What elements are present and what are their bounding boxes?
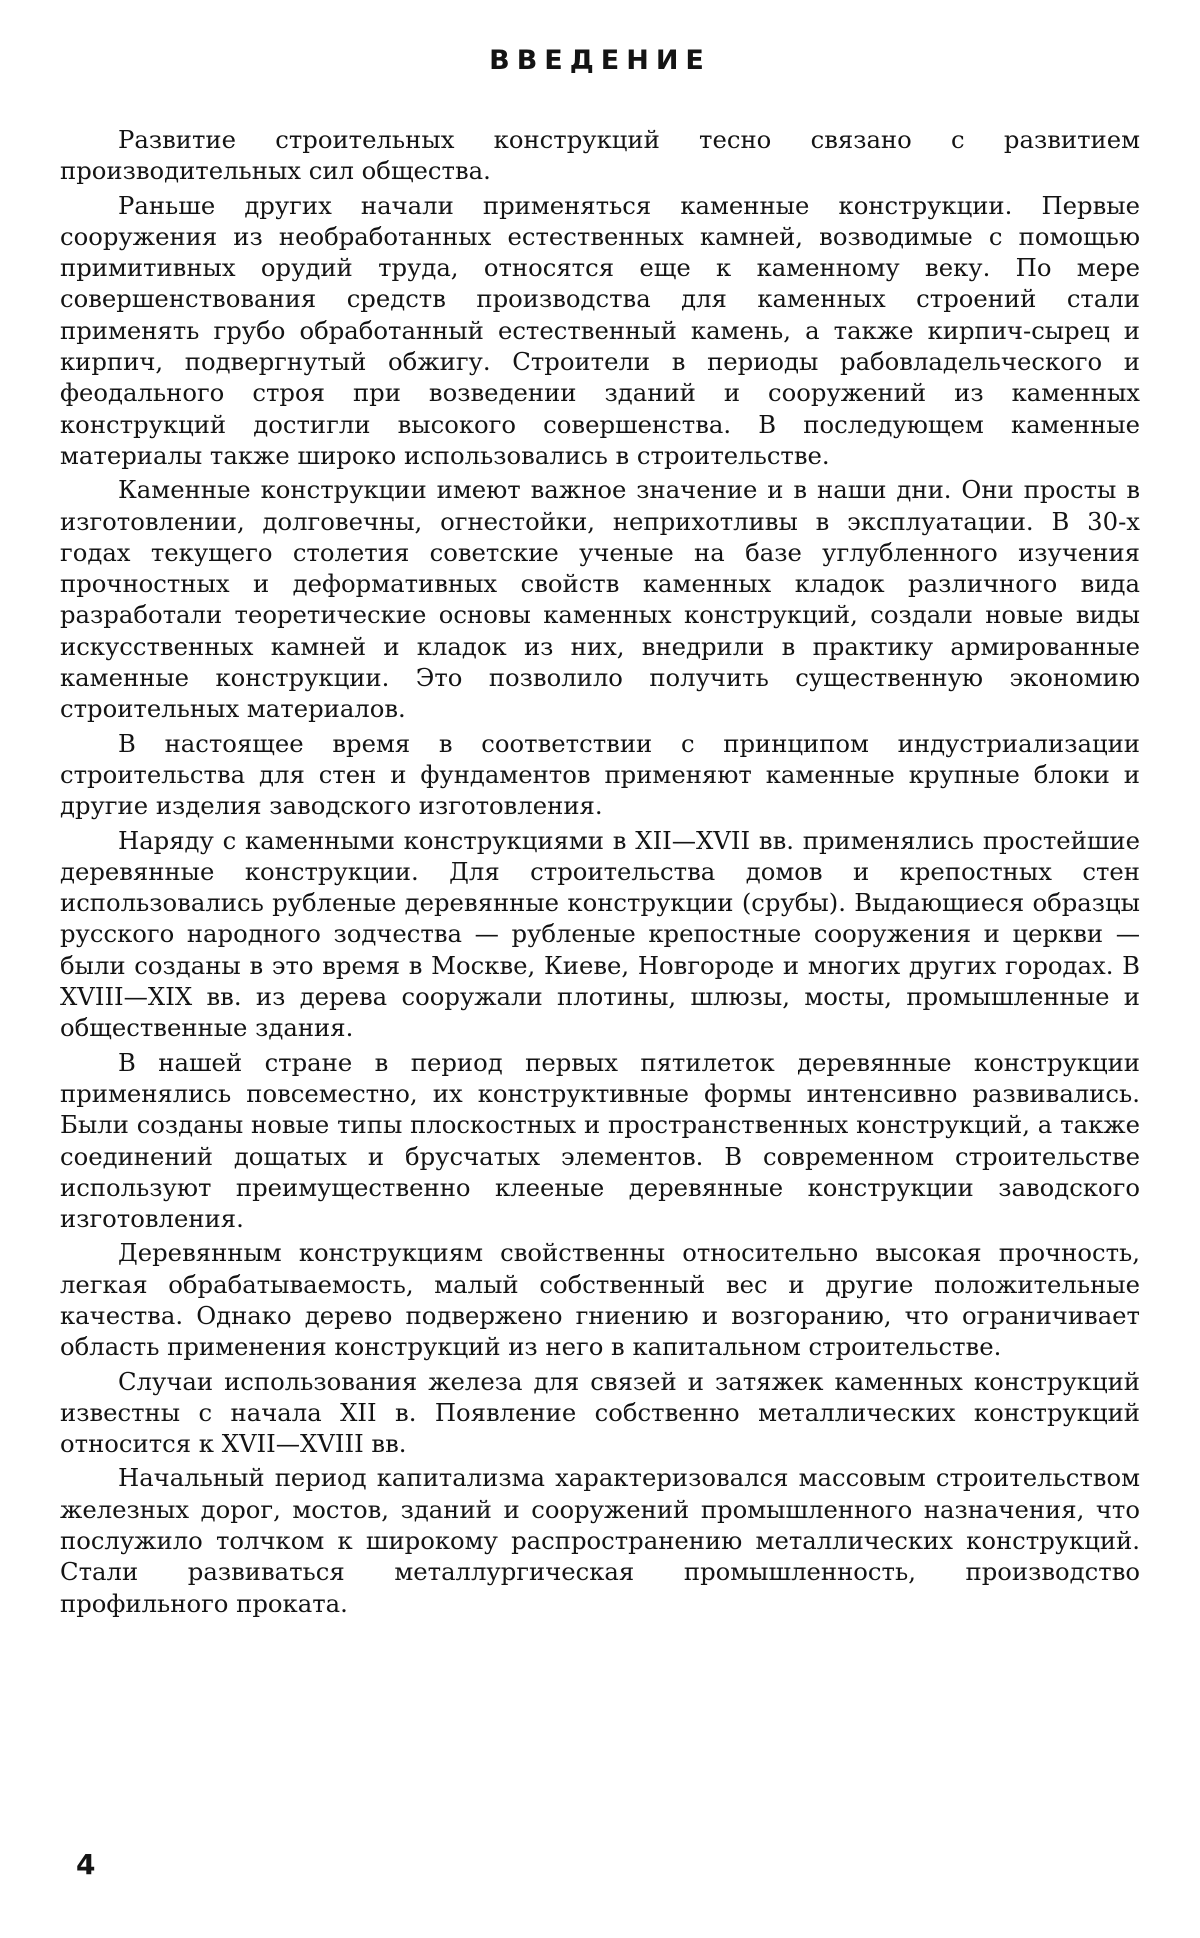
document-page: [60, 45, 1140, 1895]
paragraph: Развитие строительных конструкций тесно связано с развитием производительных сил общества.: [60, 125, 1140, 186]
paragraph: В настоящее время в соответствии с принципом индустриализации строительства для стен и фундаментов применяют каменные крупные блоки и другие изделия заводского изготовления.: [60, 728, 1140, 821]
paragraph: Деревянным конструкциям свойственны относительно высокая прочность, легкая обрабатываемость, малый собственный вес и другие положительные качества. Однако дерево подвержено гниению и возгоранию, что ограничивает область применения конструкций из него в капитальном строительстве.: [60, 1238, 1140, 1362]
paragraph: В нашей стране в период первых пятилеток деревянные конструкции применялись повсеместно, их конструктивные формы интенсивно развивались. Были созданы новые типы плоскостных и пространственных конструкций, а также соединений дощатых и брусчатых элементов. В современном строительстве используют преимущественно клееные деревянные конструкции заводского изготовления.: [60, 1047, 1140, 1234]
page-number: 4: [76, 1848, 96, 1881]
paragraph: Раньше других начали применяться каменные конструкции. Первые сооружения из необработанных естественных камней, возводимые с помощью примитивных орудий труда, относятся еще к каменному веку. По мере совершенствования средств производства для каменных строений стали применять грубо обработанный естественный камень, а также кирпич-сырец и кирпич, подвергнутый обжигу. Строители в периоды рабовладельческого и феодального строя при возведении зданий и сооружений из каменных конструкций достигли высокого совершенства. В последующем каменные материалы также широко использовались в строительстве.: [60, 190, 1140, 470]
paragraph: Случаи использования железа для связей и затяжек каменных конструкций известны с начала XII в. Появление собственно металлических конструкций относится к XVII—XVIII вв.: [60, 1366, 1140, 1459]
body-text: [60, 124, 1140, 1619]
page-title: ВВЕДЕНИЕ: [489, 45, 711, 76]
paragraph: Наряду с каменными конструкциями в XII—XVII вв. применялись простейшие деревянные конструкции. Для строительства домов и крепостных стен использовались рубленые деревянные конструкции (срубы). Выдающиеся образцы русского народного зодчества — рубленые крепостные сооружения и церкви — были созданы в это время в Москве, Киеве, Новгороде и многих других городах. В XVIII—XIX вв. из дерева сооружали плотины, шлюзы, мосты, промышленные и общественные здания.: [60, 825, 1140, 1043]
paragraph: Каменные конструкции имеют важное значение и в наши дни. Они просты в изготовлении, долговечны, огнестойки, неприхотливы в эксплуатации. В 30-х годах текущего столетия советские ученые на базе углубленного изучения прочностных и деформативных свойств каменных кладок различного вида разработали теоретические основы каменных конструкций, создали новые виды искусственных камней и кладок из них, внедрили в практику армированные каменные конструкции. Это позволило получить существенную экономию строительных материалов.: [60, 475, 1140, 724]
paragraph: Начальный период капитализма характеризовался массовым строительством железных дорог, мостов, зданий и сооружений промышленного назначения, что послужило толчком к широкому распространению металлических конструкций. Стали развиваться металлургическая промышленность, производство профильного проката.: [60, 1463, 1140, 1618]
